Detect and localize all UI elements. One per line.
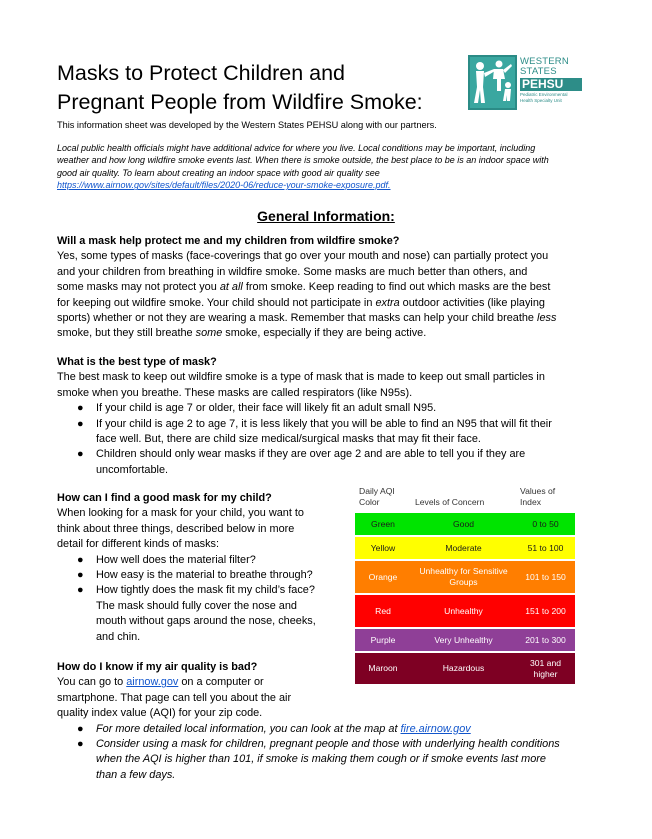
airnow-link[interactable]: airnow.gov (126, 676, 179, 689)
aqi-color-cell: Purple (355, 628, 411, 652)
aqi-color-cell: Orange (355, 560, 411, 594)
aqi-range-cell: 0 to 50 (516, 512, 575, 536)
question-heading: How do I know if my air quality is bad? (57, 661, 258, 673)
logo-unit-1: Pediatric Environmental (520, 92, 568, 97)
smoke-exposure-link[interactable]: https://www.airnow.gov/sites/default/files/2020-06/reduce-your-smoke-exposure.pdf. (57, 180, 391, 191)
fire-airnow-link[interactable]: fire.airnow.gov (400, 722, 471, 735)
aqi-row-green (355, 512, 575, 536)
advice-line: Local public health officials might have additional advice for where you live. Local conditions may be important, including (57, 143, 536, 153)
body-line: smoke when you breathe. These masks are called respirators (like N95s). (57, 386, 413, 399)
body-line: detail for different kinds of masks: (57, 538, 220, 551)
aqi-color-cell: Yellow (355, 536, 411, 560)
intro-text: This information sheet was developed by the Western States PEHSU along with our partners. (57, 120, 437, 130)
advice-line: good air quality. To learn about creating an indoor space with good air quality see (57, 167, 380, 178)
advice-line: weather and how long wildfire smoke events last. When there is smoke outside, the best place to be is an indoor space with (57, 155, 549, 166)
list-item: ● For more detailed local information, you can look at the map at fire.airnow.gov (57, 722, 560, 737)
logo-unit-2: Health Specialty Unit (520, 98, 562, 103)
best-mask-list (57, 401, 552, 478)
aqi-concern-cell: Hazardous (411, 652, 516, 684)
aqi-table (355, 482, 575, 684)
bullet-icon: ● (77, 402, 84, 415)
body-line: The best mask to keep out wildfire smoke is a type of mask that is made to keep out small particles in (57, 371, 545, 384)
section-mask-help (57, 234, 556, 342)
aqi-row-orange (355, 560, 575, 594)
bullet-icon: ● (77, 448, 84, 461)
body-line: smartphone. That page can tell you about the air (57, 691, 292, 704)
logo-family-icon (468, 55, 517, 110)
aqi-concern-cell: Very Unhealthy (411, 628, 516, 652)
aqi-range-cell: 101 to 150 (516, 560, 575, 594)
body-line: for keeping out wildfire smoke. Your child should not participate in extra outdoor activities (like playing (57, 296, 545, 309)
aqi-header-values: Values of Index (520, 485, 556, 507)
aqi-concern-cell: Moderate (411, 536, 516, 560)
body-line: and your children from breathing in wildfire smoke. Some masks are much better than others, and (57, 265, 528, 278)
list-item: ● Children should only wear masks if they are over age 2 and are able to tell you if they are uncomfortable. (77, 448, 526, 476)
aqi-range-cell: 301 and higher (516, 652, 575, 684)
aqi-range-cell: 51 to 100 (516, 536, 575, 560)
section-find-mask (57, 491, 316, 645)
bullet-icon: ● (77, 722, 84, 735)
aqi-header-row (355, 482, 575, 512)
body-line: think about three things, described below in more (57, 522, 295, 535)
aqi-header-color: Daily AQI Color (359, 485, 395, 507)
general-information-heading: General Information: (257, 208, 395, 224)
list-item: ● If your child is age 2 to age 7, it is less likely that you will be able to find an N95 that will fit their face well. But, there are child size medical/surgical masks that may fit their face. (77, 417, 552, 446)
list-item: ● If your child is age 7 or older, their face will likely fit an adult small N95. (57, 401, 552, 416)
title-line-2: Pregnant People from Wildfire Smoke: (57, 90, 423, 114)
find-mask-list (57, 553, 316, 645)
aqi-concern-cell: Unhealthy for Sensitive Groups (411, 560, 516, 594)
advice-paragraph (57, 142, 602, 192)
question-heading: What is the best type of mask? (57, 356, 217, 368)
pehsu-logo (468, 55, 582, 110)
logo-pehsu: PEHSU (520, 78, 582, 91)
bullet-icon: ● (77, 584, 84, 597)
aqi-range-cell: 151 to 200 (516, 594, 575, 628)
page-title (57, 59, 477, 117)
aqi-row-purple (355, 628, 575, 652)
bullet-icon: ● (77, 553, 84, 566)
aqi-row-yellow (355, 536, 575, 560)
logo-western: WESTERN (520, 56, 569, 67)
aqi-concern-cell: Unhealthy (411, 594, 516, 628)
title-line-1: Masks to Protect Children and (57, 61, 345, 85)
list-item: ● How tightly does the mask fit my child’s face? The mask should fully cover the nose and mouth without gaps around the nose, cheeks, and chin. (77, 584, 316, 643)
body-line: sports) whether or not they are wearing a mask. Remember that masks can help your child breathe less (57, 312, 557, 325)
body-line: When looking for a mask for your child, you want to (57, 507, 304, 520)
list-item: ● How easy is the material to breathe through? (57, 568, 316, 583)
aqi-header-concern: Levels of Concern (415, 496, 485, 507)
bullet-icon: ● (77, 417, 84, 430)
aqi-range-cell: 201 to 300 (516, 628, 575, 652)
body-line: quality index value (AQI) for your zip code. (57, 707, 263, 720)
list-item: ● Consider using a mask for children, pregnant people and those with underlying health conditions when the AQI is higher than 101, if smoke is making them cough or if smoke events last more than a few days. (77, 738, 560, 781)
aqi-color-cell: Red (355, 594, 411, 628)
body-line: You can go to airnow.gov on a computer or (57, 676, 264, 689)
bullet-icon: ● (77, 738, 84, 751)
air-quality-list (57, 722, 560, 784)
list-item: ● How well does the material filter? (57, 553, 316, 568)
aqi-color-cell: Green (355, 512, 411, 536)
aqi-row-maroon (355, 652, 575, 684)
aqi-concern-cell: Good (411, 512, 516, 536)
body-line: some masks may not protect you at all from smoke. Keep reading to find out which masks are the best (57, 281, 551, 294)
section-best-mask (57, 355, 552, 478)
logo-states: STATES (520, 66, 557, 77)
aqi-color-cell: Maroon (355, 652, 411, 684)
bullet-icon: ● (77, 569, 84, 582)
body-line: smoke, but they still breathe some smoke, especially if they are being active. (57, 327, 427, 340)
body-line: Yes, some types of masks (face-coverings that go over your mouth and nose) can partially protect you (57, 250, 549, 263)
question-heading: How can I find a good mask for my child? (57, 492, 272, 504)
aqi-row-red (355, 594, 575, 628)
question-heading: Will a mask help protect me and my children from wildfire smoke? (57, 235, 400, 247)
